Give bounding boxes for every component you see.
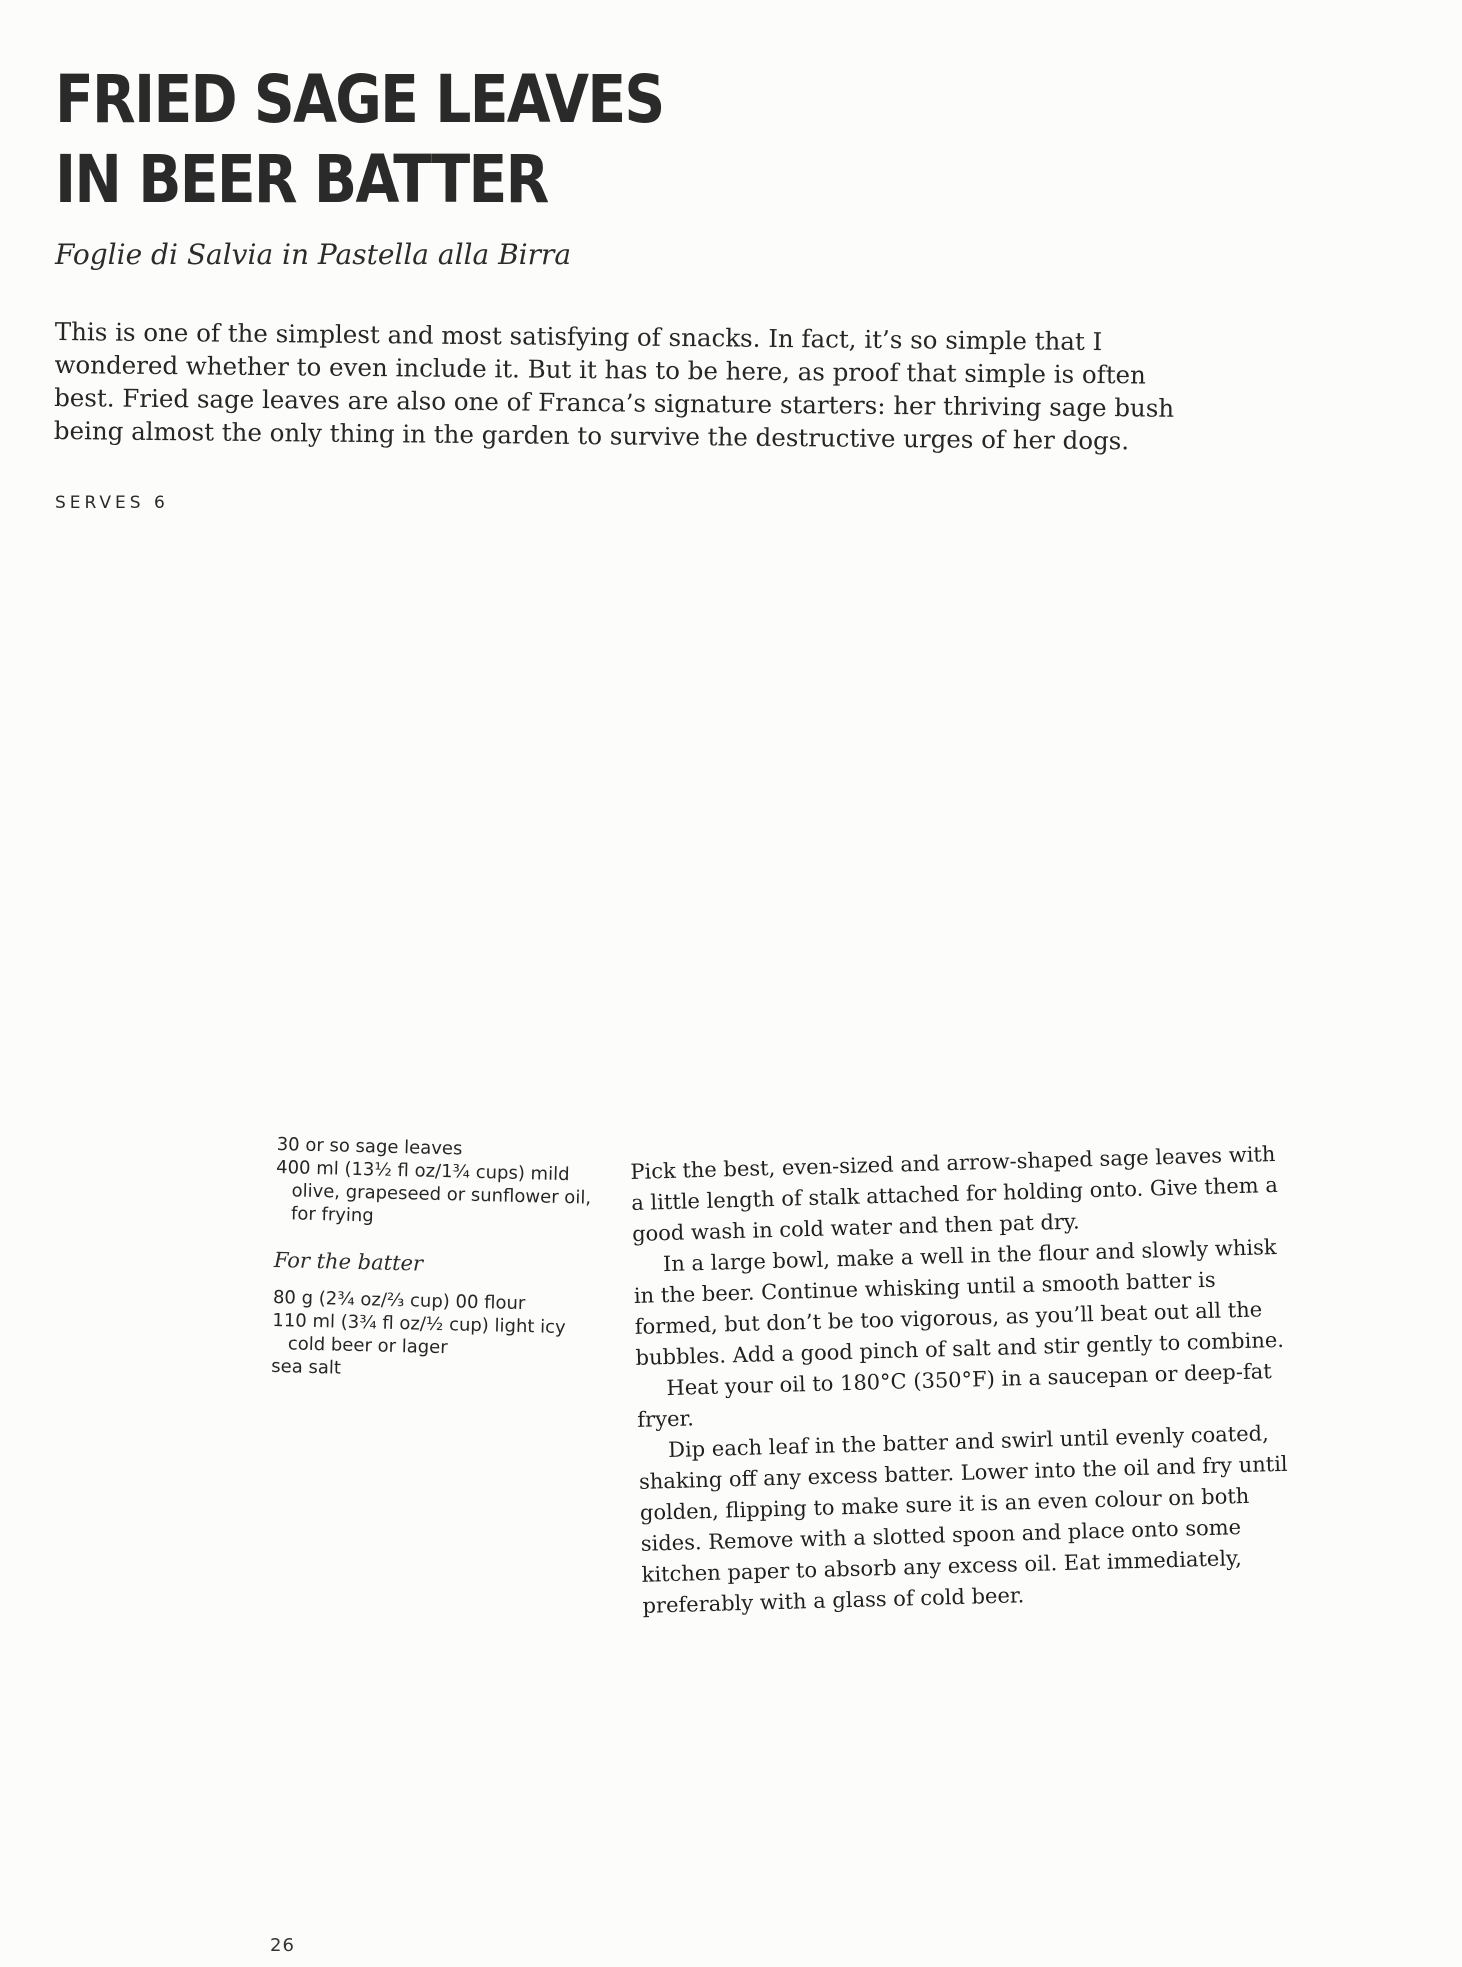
method-step: Dip each leaf in the batter and swirl until evenly coated, shaking off any excess batter. Lower into the oil and fry until golden, flipping to make sure it is an even colour on both sides. Remove with a slotted spoon and place onto some kitchen paper to absorb any excess oil. Eat immediately, preferably with a glass of cold beer. [638,1421,1288,1618]
recipe-title [55,60,829,220]
ingredient-item: 400 ml (13½ fl oz/1¾ cups) mild olive, grapeseed or sunflower oil, for frying [275,1156,592,1227]
method-step: Pick the best, even-sized and arrow-shaped sage leaves with a little length of stalk attached for holding onto. Give them a good wash in cold water and then pat dry. [630,1141,1279,1246]
method-step: Heat your oil to 180°C (350°F) in a saucepan or deep-fat fryer. [637,1359,1272,1432]
ingredient-item: sea salt [271,1355,342,1379]
recipe-title-line-1: FRIED SAGE LEAVES [55,61,664,138]
intro-paragraph: This is one of the simplest and most satisfying of snacks. In fact, it’s so simple that I wondered whether to even include it. But it has to be here, as proof that simple is often best. Fried sage leaves are also one of Franca’s signature starters: her thriving sage bush being almost the only thing in the garden to survive the destructive urges of her dogs. [53,316,1175,456]
recipe-subtitle: Foglie di Salvia in Pastella alla Birra [55,238,572,271]
serves-label: SERVES 6 [55,493,169,513]
method-text [630,1139,1293,1622]
page-number: 26 [270,1935,295,1956]
batter-heading: For the batter [273,1247,424,1276]
ingredient-item: 80 g (2¾ oz/⅔ cup) 00 flour [272,1286,526,1315]
recipe-title-line-2: IN BEER BATTER [55,141,548,218]
method-step: In a large bowl, make a well in the flour and slowly whisk in the beer. Continue whisking until a smooth batter is formed, but don’t be too vigorous, as you’ll beat out all the bubbles. Add a good pinch of salt and stir gently to combine. [633,1234,1285,1370]
ingredients-list [271,1133,607,1386]
ingredient-item: 110 ml (3¾ fl oz/½ cup) light icy cold beer or lager [272,1309,566,1359]
ingredient-item: 30 or so sage leaves [276,1133,463,1160]
